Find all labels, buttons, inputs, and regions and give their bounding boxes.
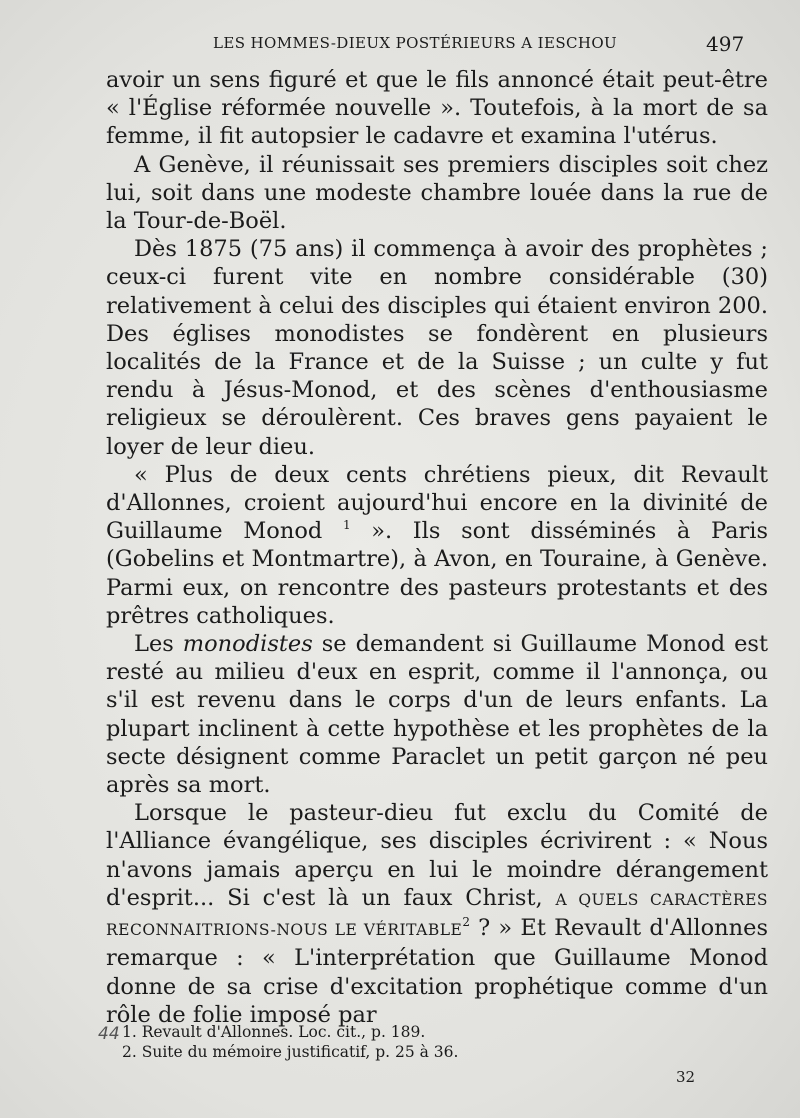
- handwritten-annotation: 44: [98, 1024, 120, 1044]
- footnote-1: 1. Revault d'Allonnes. Loc. cit., p. 189.: [122, 1023, 426, 1041]
- paragraph-6-small-caps: A QUELS CARACTÈRES RECONNAITRIONS-NOUS LE VÉRITABLE: [106, 890, 768, 940]
- paragraph-5-part-b: se demandent si Guillaume Monod est resté au milieu d'eux en esprit, comme il l'annonça, ou s'il est revenu dans le corps d'un de leurs enfants. La plupart inclinent à cette hypothèse et les prophètes de la secte désignent comme Paraclet un petit garçon né peu après sa mort.: [106, 631, 768, 799]
- paragraph-6-part-b: ? » Et Revault d'Allonnes remarque : « L'interprétation que Guillaume Monod donne de sa crise d'excitation prophétique comme d'un rôle de folie imposé par: [106, 915, 768, 1028]
- page-number: 497: [706, 32, 745, 56]
- paragraph-5-italic: monodistes: [182, 631, 313, 658]
- page-header: [0, 32, 800, 56]
- paragraph-4: [106, 461, 768, 630]
- body-text: [106, 66, 768, 1029]
- footnote-2: 2. Suite du mémoire justificatif, p. 25 à 36.: [122, 1043, 459, 1061]
- paragraph-1: avoir un sens figuré et que le fils annoncé était peut-être « l'Église réformée nouvelle ». Toutefois, à la mort de sa femme, il fit autopsier le cadavre et examina l'utérus.: [106, 67, 768, 150]
- paragraph-6: [106, 799, 768, 1029]
- running-head: LES HOMMES-DIEUX POSTÉRIEURS A IESCHOU: [213, 34, 618, 52]
- paragraph-4-part-b: ». Ils sont disséminés à Paris (Gobelins et Montmartre), à Avon, en Touraine, à Genève. Parmi eux, on rencontre des pasteurs protestants et des prêtres catholiques.: [106, 518, 768, 629]
- paragraph-5-part-a: Les: [134, 631, 183, 658]
- footnote-ref-2: 2: [462, 915, 470, 930]
- footnotes: [122, 1022, 682, 1062]
- paragraph-5: [106, 630, 768, 799]
- paragraph-3: Dès 1875 (75 ans) il commença à avoir des prophètes ; ceux-ci furent vite en nombre considérable (30) relativement à celui des disciples qui étaient environ 200. Des églises monodistes se fondèrent en plusieurs localités de la France et de la Suisse ; un culte y fut rendu à Jésus-Monod, et des scènes d'enthousiasme religieux se déroulèrent. Ces braves gens payaient le loyer de leur dieu.: [106, 236, 768, 460]
- paragraph-6-part-a: Lorsque le pasteur-dieu fut exclu du Comité de l'Alliance évangélique, ses disciples écrivirent : « Nous n'avons jamais aperçu en lui le moindre dérangement d'esprit... Si c'est là un faux Christ,: [106, 800, 768, 911]
- paragraph-2: A Genève, il réunissait ses premiers disciples soit chez lui, soit dans une modeste chambre louée dans la rue de la Tour-de-Boël.: [106, 151, 768, 235]
- footnote-ref-1: 1: [342, 518, 351, 533]
- signature-mark: 32: [676, 1068, 696, 1086]
- paragraph-4-part-a: « Plus de deux cents chrétiens pieux, dit Revault d'Allonnes, croient aujourd'hui encore en la divinité de Guillaume Monod: [106, 461, 768, 545]
